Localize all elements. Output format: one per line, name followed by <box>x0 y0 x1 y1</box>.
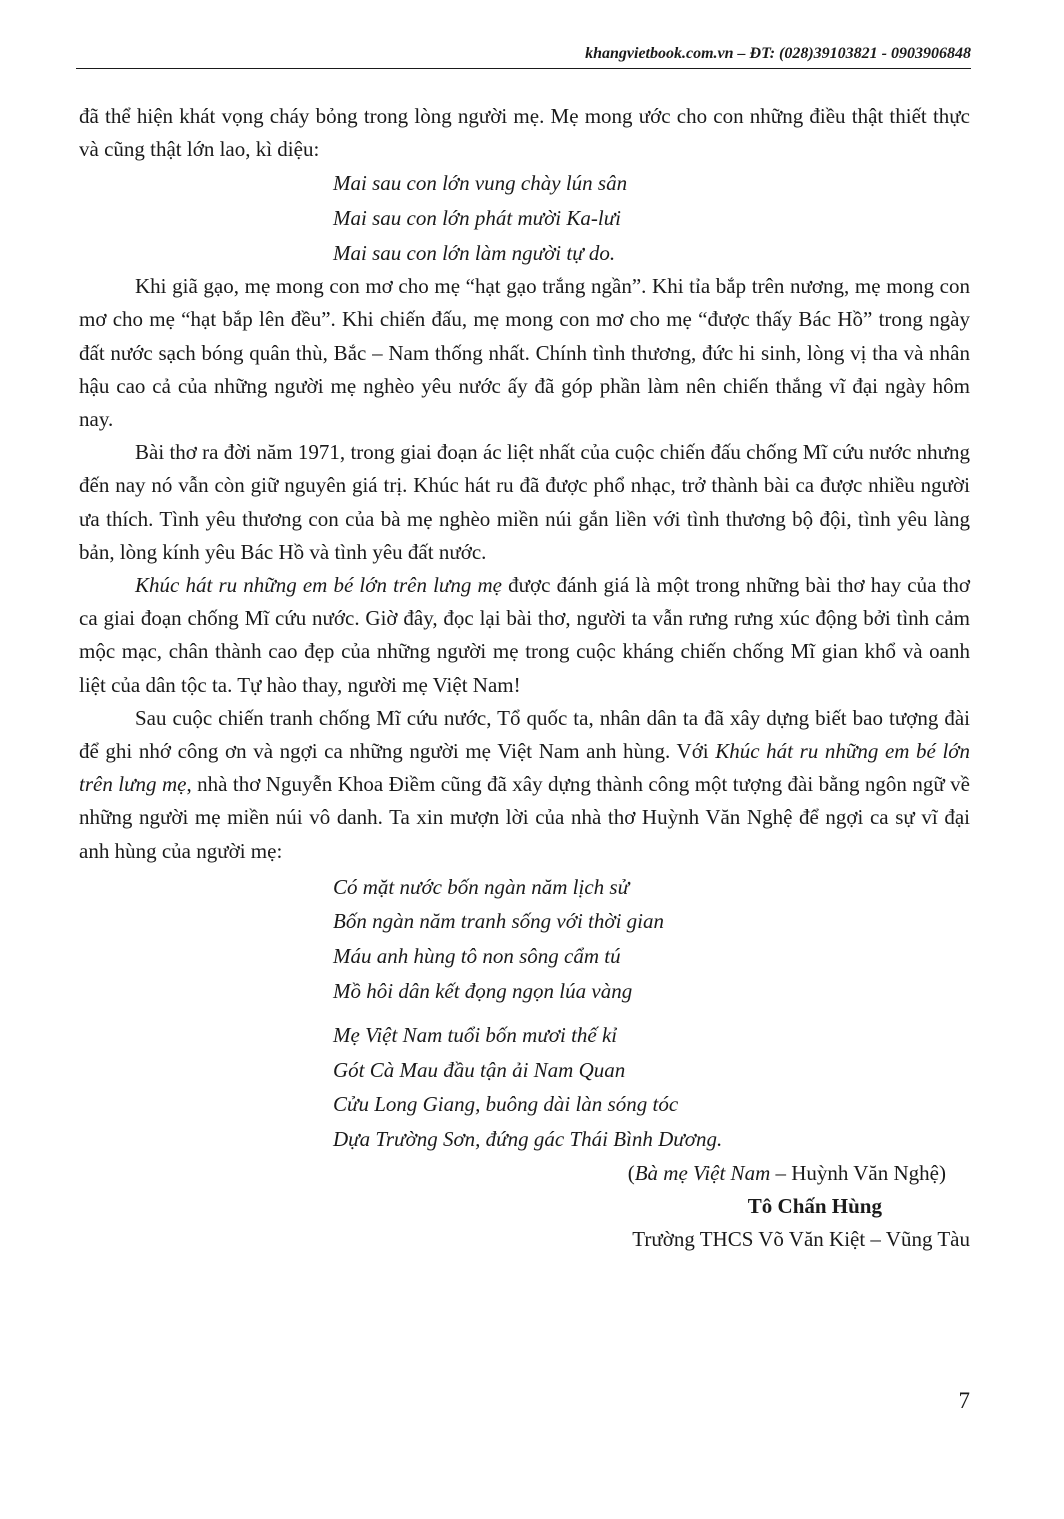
paragraph-evaluation <box>79 569 970 702</box>
poem-citation <box>79 1157 970 1190</box>
verse-line: Mẹ Việt Nam tuổi bốn mươi thế kỉ <box>333 1023 618 1048</box>
page-header: khangvietbook.com.vn – ĐT: (028)39103821 - 0903906848 <box>585 45 971 62</box>
verse-line: Máu anh hùng tô non sông cẩm tú <box>333 944 621 969</box>
citation-author: – Huỳnh Văn Nghệ) <box>770 1160 946 1185</box>
verse-line: Có mặt nước bốn ngàn năm lịch sử <box>333 874 630 899</box>
author-school: Trường THCS Võ Văn Kiệt – Vũng Tàu <box>632 1226 970 1251</box>
paragraph-intro: đã thể hiện khát vọng cháy bỏng trong lòng người mẹ. Mẹ mong ước cho con những điều thật thiết thực và cũng thật lớn lao, kì diệu: <box>79 104 970 162</box>
verse-lullaby <box>79 166 970 270</box>
paragraph-text: được đánh giá là một trong những bài thơ hay của thơ ca giai đoạn chống Mĩ cứu nước. Giờ đây, đọc lại bài thơ, người ta vẫn rưng rưng xúc động bởi tình cảm mộc mạc, chân thành cao đẹp của những người mẹ trong cuộc kháng chiến chống Mĩ gian khổ và oanh liệt của dân tộc ta. Tự hào thay, người mẹ Việt Nam! <box>79 573 970 697</box>
verse-line: Mai sau con lớn làm người tự do. <box>333 240 616 265</box>
verse-line: Mai sau con lớn phát mười Ka-lưi <box>333 206 621 230</box>
page-body <box>79 100 970 1256</box>
verse-line: Cửu Long Giang, buông dài làn sóng tóc <box>333 1092 679 1117</box>
verse-line: Mồ hôi dân kết đọng ngọn lúa vàng <box>333 978 633 1003</box>
paragraph-text: Sau cuộc chiến tranh chống Mĩ cứu nước, Tổ quốc ta, nhân dân ta đã xây dựng biết bao tượng đài để ghi nhớ công ơn và ngợi ca những người mẹ Việt Nam anh hùng. Với <box>79 705 970 764</box>
poem-title: Khúc hát ru những em bé lớn trên lưng mẹ <box>135 573 502 598</box>
paragraph-text: , nhà thơ Nguyễn Khoa Điềm cũng đã xây dựng thành công một tượng đài bằng ngôn ngữ về những người mẹ miền núi vô danh. Ta xin mượn lời của nhà thơ Huỳnh Văn Nghệ để ngợi ca sự vĩ đại anh hùng của người mẹ: <box>79 772 970 863</box>
article-author: Tô Chấn Hùng <box>747 1193 882 1218</box>
stanza-gap <box>333 1008 970 1018</box>
citation-title: Bà mẹ Việt Nam <box>634 1160 771 1185</box>
verse-line: Bốn ngàn năm tranh sống với thời gian <box>333 909 664 934</box>
verse-mother-vietnam <box>79 870 970 1157</box>
paragraph-history: Bài thơ ra đời năm 1971, trong giai đoạn ác liệt nhất của cuộc chiến đấu chống Mĩ cứu nước nhưng đến nay nó vẫn còn giữ nguyên giá trị. Khúc hát ru đã được phổ nhạc, trở thành bài ca được nhiều người ưa thích. Tình yêu thương con của bà mẹ nghèo miền núi gắn liền với tình thương bộ đội, tình yêu làng bản, lòng kính yêu Bác Hồ và tình yêu đất nước. <box>79 440 970 564</box>
verse-line: Gót Cà Mau đầu tận ải Nam Quan <box>333 1057 626 1082</box>
paragraph-wishes: Khi giã gạo, mẹ mong con mơ cho mẹ “hạt gạo trắng ngần”. Khi tỉa bắp trên nương, mẹ mong con mơ cho mẹ “hạt bắp lên đều”. Khi chiến đấu, mẹ mong con mơ cho mẹ “được thấy Bác Hồ” trong ngày đất nước sạch bóng quân thù, Bắc – Nam thống nhất. Chính tình thương, đức hi sinh, lòng vị tha và nhân hậu cao cả của những người mẹ nghèo yêu nước ấy đã góp phần làm nên chiến thắng vĩ đại ngày hôm nay. <box>79 274 970 431</box>
header-divider <box>76 68 971 69</box>
verse-line: Dựa Trường Sơn, đứng gác Thái Bình Dương. <box>333 1127 723 1151</box>
verse-line: Mai sau con lớn vung chày lún sân <box>333 171 628 196</box>
page-number: 7 <box>958 1388 970 1413</box>
poem-title: Khúc hát ru những em bé lớn trên lưng mẹ <box>79 739 971 797</box>
citation-open: ( <box>627 1160 635 1185</box>
paragraph-monument <box>79 702 970 868</box>
